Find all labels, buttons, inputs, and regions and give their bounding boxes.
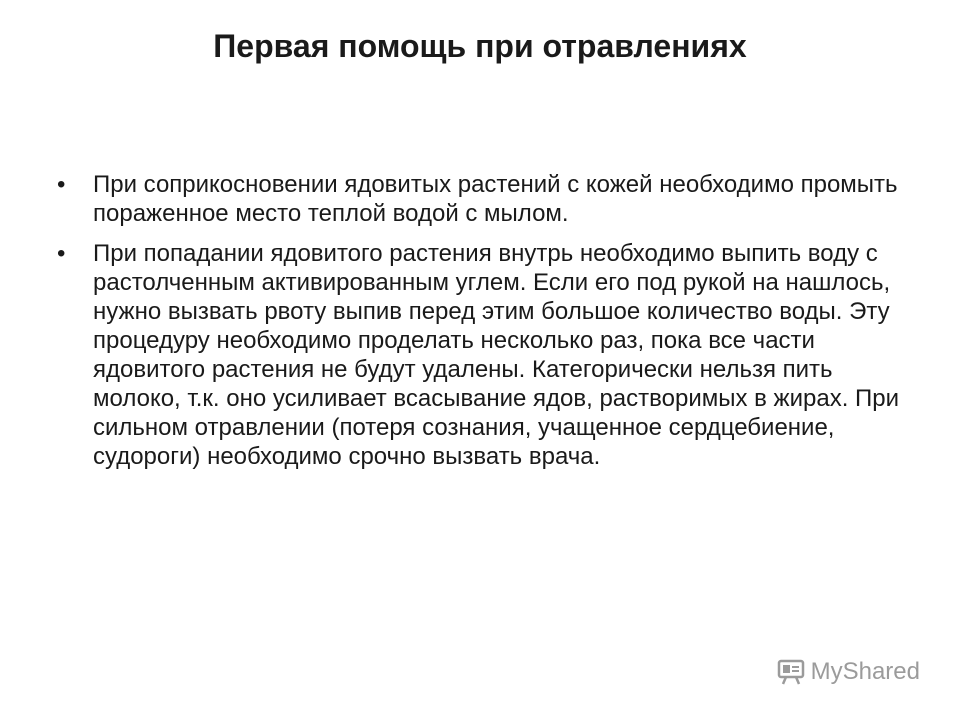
slide-title: Первая помощь при отравлениях bbox=[213, 28, 747, 64]
bullet-text: При соприкосновении ядовитых растений с кожей необходимо промыть пораженное место теплой водой с мылом. bbox=[93, 171, 898, 227]
bullet-marker: • bbox=[57, 240, 66, 267]
presentation-board-icon bbox=[777, 659, 805, 685]
watermark bbox=[777, 658, 920, 686]
watermark-text: MyShared bbox=[810, 658, 920, 685]
bullet-item bbox=[55, 239, 915, 471]
bullet-marker: • bbox=[57, 171, 66, 198]
bullet-list bbox=[55, 170, 915, 482]
bullet-text: При попадании ядовитого растения внутрь необходимо выпить воду с растолченным активированным углем. Если его под рукой на нашлось, нужно вызвать рвоту выпив перед этим большое количество воды. Эту процедуру необходимо проделать несколько раз, пока все части ядовитого растения не будут удалены. Категорически нельзя пить молоко, т.к. оно усиливает всасывание ядов, растворимых в жирах. При сильном отравлении (потеря сознания, учащенное сердцебиение, судороги) необходимо срочно вызвать врача. bbox=[93, 240, 900, 470]
bullet-item bbox=[55, 170, 915, 228]
